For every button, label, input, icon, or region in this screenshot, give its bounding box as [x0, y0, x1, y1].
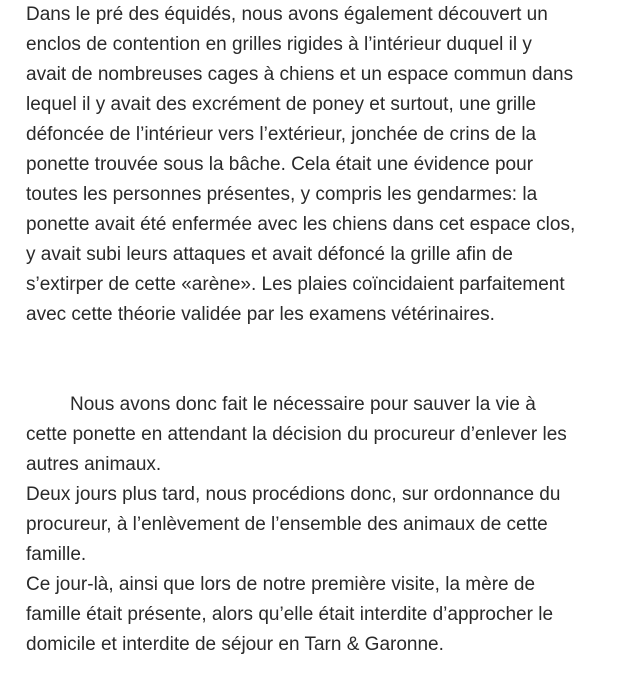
paragraph-1	[26, 0, 626, 330]
text-line: défoncée de l’intérieur vers l’extérieur, jonchée de crins de la	[26, 124, 537, 145]
text-line: domicile et interdite de séjour en Tarn & Garonne.	[26, 634, 444, 655]
text-line: cette ponette en attendant la décision du procureur d’enlever les	[26, 424, 567, 445]
text-line: avec cette théorie validée par les examens vétérinaires.	[26, 304, 495, 325]
text-line: famille était présente, alors qu’elle était interdite d’approcher le	[26, 604, 554, 625]
text-line: enclos de contention en grilles rigides à l’intérieur duquel il y	[26, 34, 532, 55]
text-line: ponette trouvée sous la bâche. Cela était une évidence pour	[26, 154, 534, 175]
text-line: avait de nombreuses cages à chiens et un espace commun dans	[26, 64, 574, 85]
text-line: ponette avait été enfermée avec les chiens dans cet espace clos,	[26, 214, 576, 235]
text-line: procureur, à l’enlèvement de l’ensemble des animaux de cette	[26, 514, 548, 535]
text-line-indented: Nous avons donc fait le nécessaire pour sauver la vie à	[70, 394, 536, 415]
paragraph-2	[26, 390, 626, 660]
paragraph-spacer	[26, 330, 626, 390]
text-line: Dans le pré des équidés, nous avons également découvert un	[26, 4, 548, 25]
text-line: Deux jours plus tard, nous procédions donc, sur ordonnance du	[26, 484, 561, 505]
text-line: Ce jour-là, ainsi que lors de notre première visite, la mère de	[26, 574, 536, 595]
text-line: toutes les personnes présentes, y compris les gendarmes: la	[26, 184, 538, 205]
text-line: y avait subi leurs attaques et avait défoncé la grille afin de	[26, 244, 513, 265]
text-line: famille.	[26, 544, 87, 565]
text-line: s’extirper de cette «arène». Les plaies coïncidaient parfaitement	[26, 274, 565, 295]
article-body	[26, 0, 626, 660]
text-line: lequel il y avait des excrément de poney et surtout, une grille	[26, 94, 537, 115]
text-line: autres animaux.	[26, 454, 162, 475]
